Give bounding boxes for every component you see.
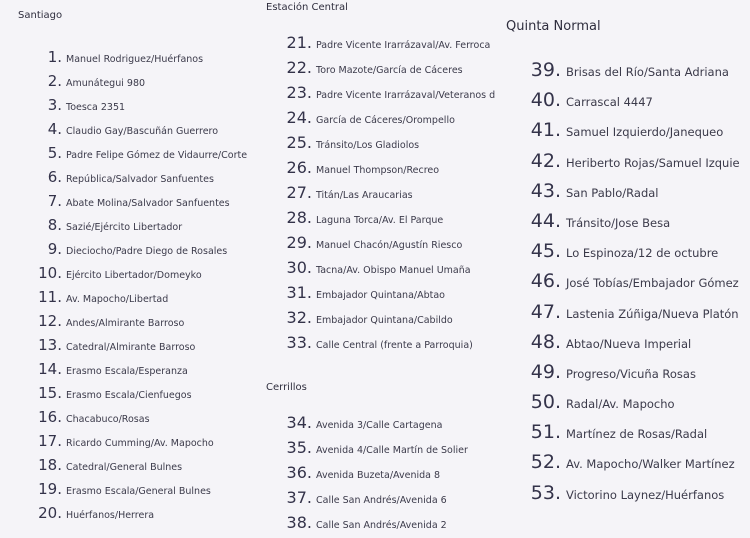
location-list-estacion-central (284, 33, 502, 358)
list-item (284, 133, 502, 158)
list-item (528, 240, 750, 270)
list-item (36, 288, 251, 312)
item-number: 11. (38, 288, 62, 306)
item-label: República/Salvador Sanfuentes (66, 174, 214, 185)
item-number: 9. (47, 240, 62, 258)
list-item (36, 240, 251, 264)
item-number: 15. (38, 384, 62, 402)
section-heading-santiago: Santiago (18, 10, 63, 21)
item-label: Huérfanos/Herrera (66, 510, 155, 521)
item-number: 30. (286, 258, 312, 277)
list-item (528, 482, 750, 512)
list-item (36, 120, 251, 144)
item-label: Radal/Av. Mapocho (566, 397, 675, 412)
item-label: Titán/Las Araucarias (316, 190, 413, 201)
item-label: Manuel Chacón/Agustín Riesco (316, 240, 463, 251)
list-item (36, 384, 251, 408)
list-item (528, 59, 750, 89)
item-number: 39. (530, 59, 561, 81)
item-number: 12. (38, 312, 62, 330)
item-label: Calle Central (frente a Parroquia) (316, 340, 473, 351)
item-number: 34. (286, 413, 312, 432)
item-label: Chacabuco/Rosas (66, 414, 150, 425)
item-number: 17. (38, 432, 62, 450)
item-number: 3. (47, 96, 62, 114)
item-number: 46. (530, 270, 561, 293)
list-item (284, 108, 502, 133)
item-label: Laguna Torca/Av. El Parque (316, 215, 444, 226)
list-item (284, 513, 502, 538)
list-item (284, 308, 502, 333)
item-label: Dieciocho/Padre Diego de Rosales (66, 246, 228, 257)
item-number: 19. (38, 480, 62, 498)
item-number: 2. (47, 72, 62, 90)
item-number: 29. (286, 233, 312, 252)
item-label: Embajador Quintana/Abtao (316, 290, 445, 301)
item-number: 37. (286, 488, 312, 507)
list-item (528, 451, 750, 481)
list-item (284, 233, 502, 258)
list-item (284, 488, 502, 513)
item-number: 23. (286, 83, 312, 102)
list-item (284, 258, 502, 283)
item-label: Embajador Quintana/Cabildo (316, 315, 453, 326)
item-number: 28. (286, 208, 312, 227)
list-item (284, 413, 502, 438)
item-label: Tacna/Av. Obispo Manuel Umaña (316, 265, 471, 276)
item-label: Manuel Rodriguez/Huérfanos (66, 54, 204, 65)
item-label: Padre Vicente Irarrázaval/Veteranos d (316, 90, 496, 101)
item-label: Av. Mapocho/Libertad (66, 294, 169, 305)
item-number: 18. (38, 456, 62, 474)
item-label: Toesca 2351 (66, 102, 126, 113)
item-label: Brisas del Río/Santa Adriana (566, 65, 729, 79)
item-number: 1. (47, 48, 62, 66)
list-item (528, 180, 750, 210)
section-heading-cerrillos: Cerrillos (266, 382, 307, 393)
item-number: 10. (38, 264, 62, 282)
item-number: 53. (530, 481, 561, 504)
list-item (36, 144, 251, 168)
item-number: 47. (530, 300, 561, 323)
item-label: Progreso/Vicuña Rosas (566, 366, 696, 381)
item-label: Sazié/Ejército Libertador (66, 222, 183, 233)
list-item (36, 48, 251, 72)
location-list-cerrillos (284, 413, 502, 538)
list-item (36, 432, 251, 456)
item-number: 40. (530, 89, 561, 112)
item-number: 36. (286, 463, 312, 482)
list-item (36, 96, 251, 120)
item-label: Toro Mazote/García de Cáceres (316, 65, 463, 76)
list-item (528, 210, 750, 240)
item-number: 8. (47, 216, 62, 234)
list-item (284, 83, 502, 108)
list-item (528, 421, 750, 451)
item-number: 38. (286, 513, 312, 532)
list-item (36, 504, 251, 528)
item-number: 48. (530, 330, 561, 353)
item-number: 22. (286, 58, 312, 77)
item-label: García de Cáceres/Orompello (316, 115, 455, 126)
item-label: Claudio Gay/Bascuñán Guerrero (66, 126, 219, 137)
item-number: 27. (286, 183, 312, 202)
item-label: Calle San Andrés/Avenida 6 (316, 495, 447, 506)
item-number: 16. (38, 408, 62, 426)
item-label: Amunátegui 980 (66, 78, 146, 89)
list-item (284, 208, 502, 233)
list-item (36, 168, 251, 192)
item-label: Andes/Almirante Barroso (66, 318, 185, 329)
section-heading-estacion-central: Estación Central (266, 2, 348, 13)
item-number: 14. (38, 360, 62, 378)
item-label: Catedral/General Bulnes (66, 462, 183, 473)
item-label: Tránsito/Jose Besa (566, 215, 671, 230)
item-label: Lo Espinoza/12 de octubre (566, 246, 719, 261)
item-label: Avenida 4/Calle Martín de Solier (316, 445, 468, 456)
item-number: 41. (530, 119, 561, 142)
item-label: Ejército Libertador/Domeyko (66, 270, 202, 281)
item-number: 24. (286, 108, 312, 127)
item-label: Abtao/Nueva Imperial (566, 336, 692, 351)
item-number: 5. (47, 144, 62, 162)
item-number: 45. (530, 240, 561, 263)
item-label: Calle San Andrés/Avenida 2 (316, 520, 447, 531)
location-list-santiago (36, 48, 251, 528)
item-number: 50. (530, 391, 561, 414)
item-number: 31. (286, 283, 312, 302)
list-item (528, 89, 750, 119)
list-item (528, 331, 750, 361)
list-item (284, 158, 502, 183)
location-list-quinta-normal (528, 59, 750, 512)
item-number: 35. (286, 438, 312, 457)
item-number: 51. (530, 421, 561, 444)
item-label: José Tobías/Embajador Gómez (566, 276, 739, 291)
item-number: 7. (47, 192, 62, 210)
item-number: 20. (38, 504, 62, 522)
item-label: Erasmo Escala/Cienfuegos (66, 390, 192, 401)
item-label: Av. Mapocho/Walker Martínez (566, 457, 735, 472)
list-item (36, 312, 251, 336)
item-number: 33. (286, 333, 312, 352)
item-number: 52. (530, 451, 561, 474)
item-label: Avenida 3/Calle Cartagena (316, 420, 443, 431)
item-label: Padre Felipe Gómez de Vidaurre/Corte (66, 150, 248, 161)
item-number: 26. (286, 158, 312, 177)
item-label: Abate Molina/Salvador Sanfuentes (66, 198, 230, 209)
list-item (528, 119, 750, 149)
list-item (36, 456, 251, 480)
list-item (284, 438, 502, 463)
list-item (284, 333, 502, 358)
list-item (36, 408, 251, 432)
list-item (36, 360, 251, 384)
item-label: Avenida Buzeta/Avenida 8 (316, 470, 441, 481)
list-item (36, 336, 251, 360)
list-item (36, 480, 251, 504)
list-item (284, 463, 502, 488)
item-number: 21. (286, 33, 312, 52)
item-label: Samuel Izquierdo/Janequeo (566, 125, 724, 140)
item-label: Martínez de Rosas/Radal (566, 427, 708, 442)
item-label: Padre Vicente Irarrázaval/Av. Ferroca (316, 40, 491, 51)
section-heading-quinta-normal: Quinta Normal (506, 19, 601, 34)
list-item (36, 72, 251, 96)
item-label: Victorino Laynez/Huérfanos (566, 487, 725, 502)
list-item (284, 183, 502, 208)
list-item (36, 264, 251, 288)
list-item (528, 361, 750, 391)
item-label: Erasmo Escala/General Bulnes (66, 486, 211, 497)
list-item (284, 33, 502, 58)
list-item (528, 391, 750, 421)
item-number: 13. (38, 336, 62, 354)
item-label: Heriberto Rojas/Samuel Izquie (566, 155, 740, 170)
list-item (528, 270, 750, 300)
item-number: 6. (47, 168, 62, 186)
list-item (36, 192, 251, 216)
item-number: 49. (530, 360, 561, 383)
item-number: 32. (286, 308, 312, 327)
item-label: Lastenia Zúñiga/Nueva Platón (566, 306, 739, 321)
item-number: 25. (286, 133, 312, 152)
list-item (284, 58, 502, 83)
list-item (528, 150, 750, 180)
item-label: Tránsito/Los Gladiolos (316, 140, 420, 151)
list-item (284, 283, 502, 308)
item-label: San Pablo/Radal (566, 185, 659, 200)
item-number: 44. (530, 209, 561, 232)
item-number: 4. (47, 120, 62, 138)
item-label: Ricardo Cumming/Av. Mapocho (66, 438, 214, 449)
list-item (36, 216, 251, 240)
item-number: 43. (530, 179, 561, 202)
list-item (528, 301, 750, 331)
item-label: Catedral/Almirante Barroso (66, 342, 196, 353)
item-label: Manuel Thompson/Recreo (316, 165, 440, 176)
item-label: Carrascal 4447 (566, 95, 653, 110)
item-number: 42. (530, 149, 561, 172)
item-label: Erasmo Escala/Esperanza (66, 366, 188, 377)
